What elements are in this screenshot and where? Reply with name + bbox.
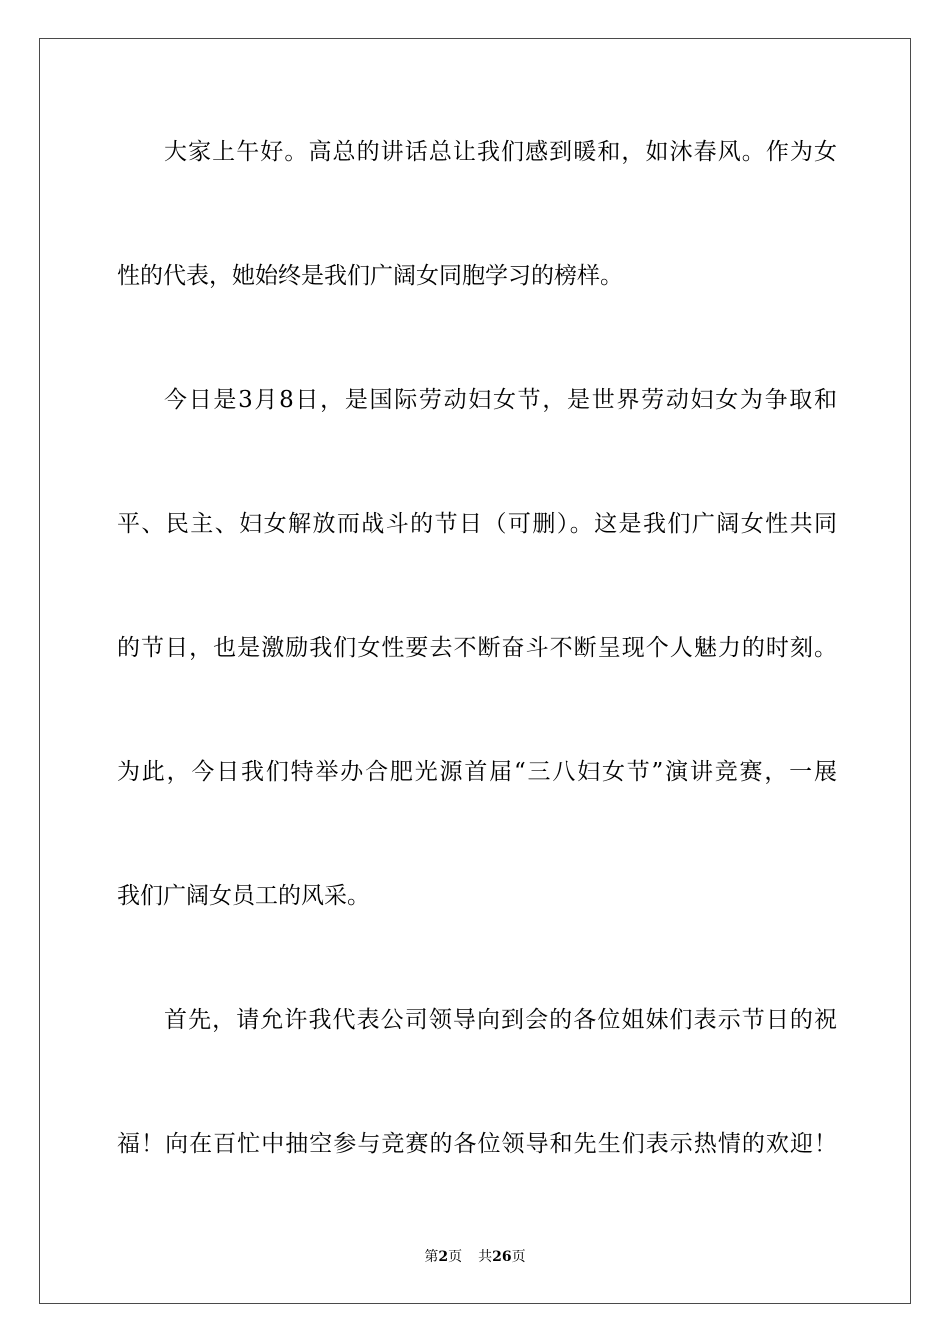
page-border — [39, 38, 911, 1304]
page-suffix: 页 — [448, 1249, 463, 1265]
paragraph-2-line-5: 我们广阔女员工的风采。 — [117, 883, 370, 909]
paragraph-2-line-3: 的节日，也是激励我们女性要去不断奋斗不断呈现个人魅力的时刻。 — [117, 635, 837, 661]
page-number: 2 — [438, 1249, 449, 1265]
paragraph-1-line-1: 大家上午好。高总的讲话总让我们感到暖和，如沐春风。作为女 — [164, 139, 837, 165]
paragraph-3-line-1: 首先，请允许我代表公司领导向到会的各位姐妹们表示节日的祝 — [164, 1007, 837, 1033]
total-pages: 26 — [492, 1249, 512, 1265]
page-prefix: 第 — [424, 1249, 439, 1265]
paragraph-2-line-2: 平、民主、妇女解放而战斗的节日（可删）。这是我们广阔女性共同 — [117, 511, 837, 537]
total-suffix: 页 — [511, 1249, 526, 1265]
paragraph-2-line-1: 今日是3月8日，是国际劳动妇女节，是世界劳动妇女为争取和 — [164, 387, 837, 413]
paragraph-2-line-4: 为此，今日我们特举办合肥光源首届“三八妇女节”演讲竞赛，一展 — [117, 759, 837, 785]
page-footer — [0, 1248, 950, 1266]
paragraph-3-line-2: 福！向在百忙中抽空参与竞赛的各位领导和先生们表示热情的欢迎！ — [117, 1131, 837, 1157]
total-prefix: 共 — [478, 1249, 493, 1265]
paragraph-1-line-2: 性的代表，她始终是我们广阔女同胞学习的榜样。 — [117, 263, 623, 289]
